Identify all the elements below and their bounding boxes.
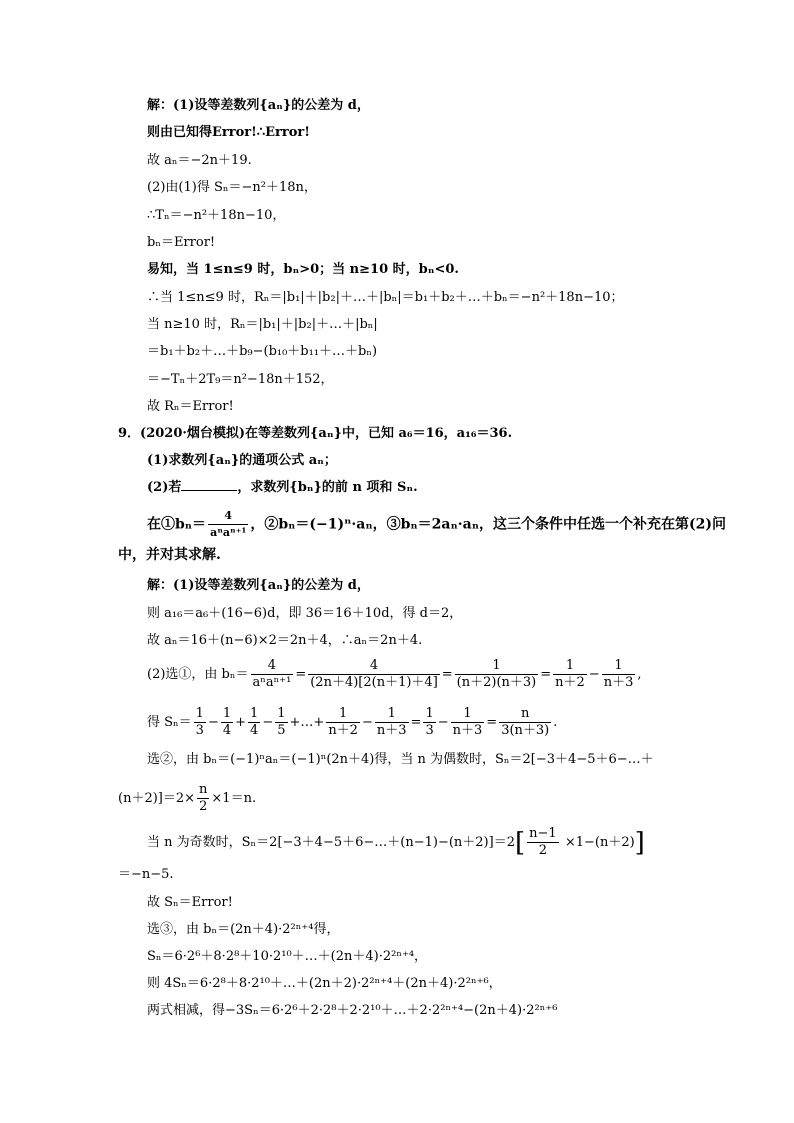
sol8-line11: ＝−Tₙ＋2T₉＝n²−18n＋152， <box>147 372 334 387</box>
sol8-line10: ＝b₁＋b₂＋…＋b₉−(b₁₀＋b₁₁＋…＋bₙ) <box>147 344 378 359</box>
sol8-line4: (2)由(1)得 Sₙ＝−n²＋18n， <box>147 180 317 195</box>
sol8-line7: 易知，当 1≤n≤9 时，bₙ>0；当 n≥10 时，bₙ<0. <box>147 262 459 277</box>
sol8-header: 解：(1)设等差数列{aₙ}的公差为 d， <box>147 98 370 113</box>
sol9-choice3: 选③，由 bₙ＝(2n＋4)·2²ⁿ⁺⁴得， <box>147 922 340 937</box>
sol9-summary: 故 Sₙ＝Error! <box>147 895 233 910</box>
problem9-conditions-cont: 中，并对其求解. <box>118 547 221 563</box>
problem9-header: 9．(2020·烟台模拟)在等差数列{aₙ}中，已知 a₆＝16，a₁₆＝36. <box>118 426 513 441</box>
sol8-line3: 故 aₙ＝−2n＋19. <box>147 153 252 168</box>
sol9-choice1: (2)选①，由 bₙ＝ $\frac{4}{\text{aⁿaⁿ⁺¹}}$ = $\frac{4}{(2n+4)[2(n+1)+4]}$ = $\frac{1}{(n+2)(n+3)}$ = $\frac{1}{n+2}$ − $\frac{1}{n+3}$ , <box>147 658 642 690</box>
sol8-line2: 则由已知得Error!∴Error! <box>147 125 310 140</box>
problem9-part2: (2)若 ，求数列{bₙ}的前 n 项和 Sₙ. <box>147 480 418 495</box>
sol8-line5: ∴Tₙ＝−n²＋18n−10， <box>147 208 286 223</box>
sol9-choice2: 选②，由 bₙ＝(−1)ⁿaₙ＝(−1)ⁿ(2n＋4)得，当 n 为偶数时，Sₙ＝2[−3＋4−5＋6−…＋ <box>147 752 654 767</box>
sol9-4sn: 则 4Sₙ＝6·2⁸＋8·2¹⁰＋…＋(2n＋2)·2²ⁿ⁺⁴＋(2n＋4)·2²ⁿ⁺⁶， <box>147 976 502 991</box>
sol9-odd-case-cont: ＝−n−5. <box>118 867 174 882</box>
problem9-part1: (1)求数列{aₙ}的通项公式 aₙ； <box>147 453 337 468</box>
sol9-line2: 则 a₁₆＝a₆＋(16−6)d，即 36＝16＋10d，得 d＝2， <box>147 606 463 621</box>
sol9-odd-case: 当 n 为奇数时，Sₙ＝2[−3＋4−5＋6−…＋(n−1)−(n＋2)]＝2[ $\frac{n-1}{2}$ ×1−(n＋2)] <box>147 826 645 858</box>
sol9-choice2-cont: (n＋2)]＝2× $\frac{n}{2}$ ×1＝n. <box>118 782 257 814</box>
sol9-sum1: 得 Sₙ＝ $\frac{1}{3}$ − $\frac{1}{4}$ + $\frac{1}{4}$ − $\frac{1}{5}$ +…+ $\frac{1}{n+2}$ − $\frac{1}{n+3}$ = $\frac{1}{3}$ − $\frac{1}{n+3}$ = $\frac{n}{3(n+3)}$ . <box>147 706 558 738</box>
sol8-line12: 故 Rₙ＝Error! <box>147 399 234 414</box>
answer-blank <box>181 478 237 491</box>
sol9-line3: 故 aₙ＝16＋(n−6)×2＝2n＋4，∴aₙ＝2n＋4. <box>147 633 423 648</box>
sol9-header: 解：(1)设等差数列{aₙ}的公差为 d， <box>147 578 370 593</box>
sol8-line8: ∴当 1≤n≤9 时，Rₙ＝|b₁|＋|b₂|＋…＋|bₙ|＝b₁＋b₂＋…＋bₙ＝−n²＋18n−10； <box>147 290 624 305</box>
sol9-subtract: 两式相减，得−3Sₙ＝6·2⁶＋2·2⁸＋2·2¹⁰＋…＋2·2²ⁿ⁺⁴−(2n＋4)·2²ⁿ⁺⁶ <box>147 1003 558 1018</box>
problem9-conditions: 在①bₙ＝ $\frac{4}{\text{aⁿaⁿ⁺¹}}$ ，②bₙ＝(−1)ⁿ·aₙ，③bₙ＝2aₙ·aₙ，这三个条件中任选一个补充在第(2)问 <box>147 509 726 539</box>
sol8-line6: bₙ＝Error! <box>147 235 216 250</box>
sol8-line9: 当 n≥10 时，Rₙ＝|b₁|＋|b₂|＋…＋|bₙ| <box>147 317 378 332</box>
sol9-sn: Sₙ＝6·2⁶＋8·2⁸＋10·2¹⁰＋…＋(2n＋4)·2²ⁿ⁺⁴， <box>147 949 428 964</box>
